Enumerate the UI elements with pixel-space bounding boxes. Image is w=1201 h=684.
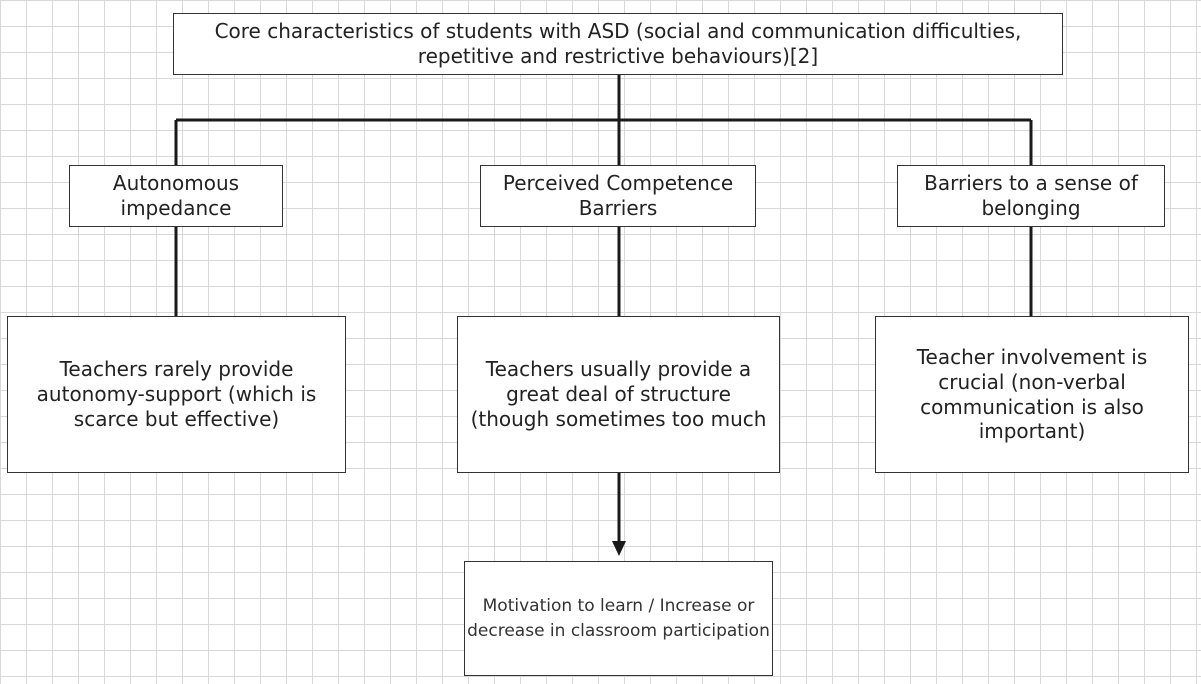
category-label: Barriers to a sense of belonging xyxy=(924,171,1138,220)
detail-structure xyxy=(457,316,780,473)
detail-teacher-involvement xyxy=(875,316,1189,473)
category-sense-of-belonging xyxy=(897,165,1165,227)
detail-text: Teachers rarely provide autonomy-support (which is scarce but effective) xyxy=(36,357,317,431)
detail-autonomy-support xyxy=(7,316,346,473)
outcome-node xyxy=(464,561,773,676)
arrow-head xyxy=(612,541,626,556)
category-perceived-competence xyxy=(480,165,756,227)
detail-text: Teachers usually provide a great deal of structure (though sometimes too much xyxy=(470,357,767,431)
root-node xyxy=(173,13,1063,75)
category-autonomous-impedance xyxy=(69,165,283,227)
root-node-text: Core characteristics of students with ASD (social and communication difficulties, repetitive and restrictive behaviours)[2] xyxy=(214,19,1022,68)
outcome-text: Motivation to learn / Increase or decrease in classroom participation xyxy=(467,596,770,641)
detail-text: Teacher involvement is crucial (non-verbal communication is also important) xyxy=(916,344,1148,444)
category-label: Perceived Competence Barriers xyxy=(502,171,734,220)
category-label: Autonomous impedance xyxy=(112,171,240,220)
